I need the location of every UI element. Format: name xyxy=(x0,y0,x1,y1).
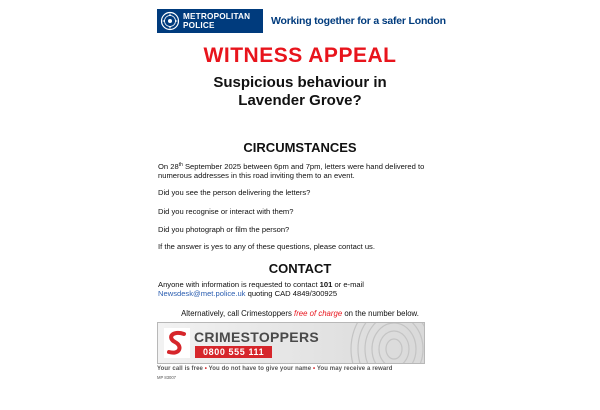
slogan: Working together for a safer London xyxy=(271,15,446,27)
contact-text: Anyone with information is requested to contact xyxy=(158,280,320,289)
police-crest-icon xyxy=(157,9,183,33)
header xyxy=(157,9,446,33)
crimestoppers-phone: 0800 555 111 xyxy=(195,346,272,358)
para-text-start: On 28 xyxy=(158,162,179,171)
alt-suffix: on the number below. xyxy=(342,309,419,318)
crimestoppers-banner xyxy=(157,322,425,364)
crimestoppers-logo-icon xyxy=(164,328,190,358)
bullet-icon: • xyxy=(312,366,316,372)
logo-line-1: METROPOLITAN xyxy=(183,12,251,21)
ordinal-suffix: th xyxy=(178,162,183,168)
question-2: Did you recognise or interact with them? xyxy=(158,207,294,216)
alt-prefix: Alternatively, call Crimestoppers xyxy=(181,309,295,318)
question-1: Did you see the person delivering the letters? xyxy=(158,188,311,197)
subtitle-line-1: Suspicious behaviour in xyxy=(213,74,387,91)
circumstances-paragraph xyxy=(158,161,458,180)
subtitle-line-2: Lavender Grove? xyxy=(238,92,362,109)
alternative-contact xyxy=(0,309,600,318)
question-3: Did you photograph or film the person? xyxy=(158,225,290,234)
cad-reference: quoting CAD 4849/300925 xyxy=(245,289,338,299)
logo-line-2: POLICE xyxy=(183,21,215,30)
contact-info xyxy=(158,280,458,298)
circumstances-heading: CIRCUMSTANCES xyxy=(243,140,357,155)
tagline-2: You do not have to give your name xyxy=(208,366,312,372)
contact-heading: CONTACT xyxy=(268,261,332,276)
free-of-charge: free of charge xyxy=(294,309,343,318)
tagline-1: Your call is free xyxy=(157,366,203,372)
para-text-end: September 2025 between 6pm and 7pm, letters were hand delivered to numerous addresses in this road inviting them to an event. xyxy=(158,162,425,181)
crimestoppers-tagline xyxy=(157,366,392,372)
appeal-subtitle xyxy=(0,74,600,110)
tagline-3: You may receive a reward xyxy=(316,366,393,372)
met-police-logo xyxy=(157,9,263,33)
reference-code: MP 83007 xyxy=(157,375,177,380)
phone-101: 101 xyxy=(319,280,333,289)
crimestoppers-name: CRIMESTOPPERS xyxy=(194,329,319,345)
appeal-title: WITNESS APPEAL xyxy=(203,44,397,67)
closing-text: If the answer is yes to any of these questions, please contact us. xyxy=(158,242,375,251)
bullet-icon: • xyxy=(204,366,207,372)
contact-text-2: or e-mail xyxy=(332,280,364,289)
email-link[interactable]: Newsdesk@met.police.uk xyxy=(158,289,246,299)
fingerprint-icon xyxy=(324,322,425,364)
